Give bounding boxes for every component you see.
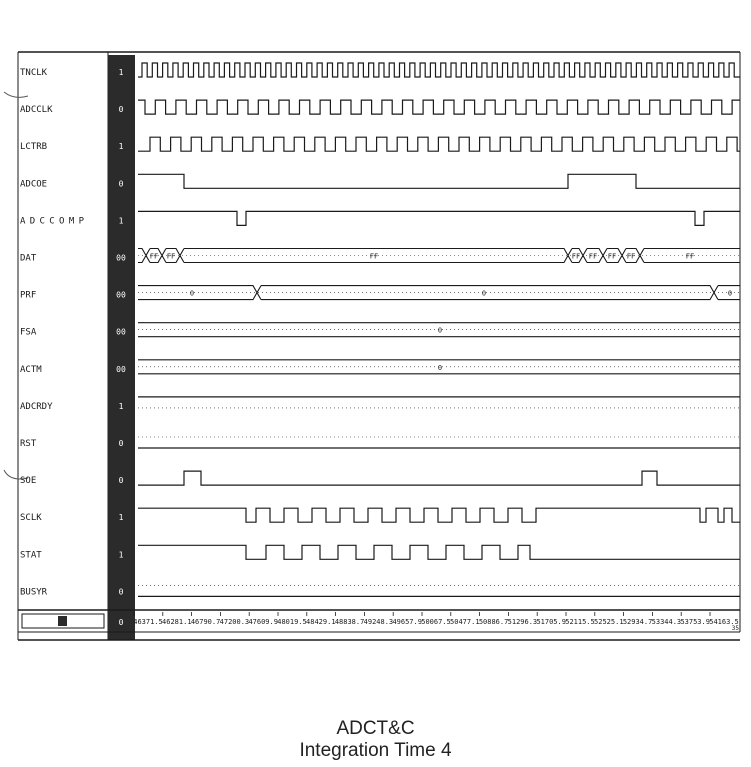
axis-tick-label: 49657.9 (392, 618, 422, 626)
cursor-value: 0 (118, 618, 124, 627)
signal-name[interactable]: ADCRDY (20, 401, 53, 412)
signal-value: 00 (116, 253, 126, 263)
axis-tick-label: 46281.1 (162, 618, 192, 626)
bus-value-label: FF (571, 252, 581, 261)
wave-adcclk (138, 100, 740, 114)
bus-value-label: 0 (437, 363, 443, 372)
axis-tick-label: 47609.9 (248, 618, 278, 626)
signal-name[interactable]: FSA (20, 327, 37, 338)
signal-name[interactable]: TNCLK (20, 68, 48, 78)
wave-adcoe (138, 174, 740, 188)
signal-value: 0 (118, 179, 124, 189)
bus-value-label: FF (588, 252, 598, 261)
signal-value: 1 (118, 142, 124, 152)
bus-value-label: FF (369, 252, 379, 261)
wave-stat (138, 545, 740, 559)
signal-name[interactable]: ADCCLK (20, 105, 53, 116)
axis-tick-label: 50477.1 (450, 618, 480, 626)
bus-value-label: 0 (727, 289, 733, 298)
axis-tick-label: 52525.1 (594, 618, 624, 626)
signal-value: 00 (116, 327, 126, 337)
axis-tick-label: 50067.5 (421, 618, 451, 626)
signal-name[interactable]: RST (20, 439, 37, 449)
signal-name[interactable]: BUSYR (20, 587, 48, 598)
wave-soe (138, 471, 740, 485)
signal-name[interactable]: SCLK (20, 513, 42, 524)
axis-tick-label: 48019.5 (277, 618, 307, 626)
bus-value-label: FF (685, 252, 695, 261)
signal-value: 00 (116, 290, 126, 300)
signal-value: 0 (118, 476, 124, 486)
signal-name[interactable]: DAT (20, 253, 37, 264)
axis-tick-label: 51296.3 (507, 618, 538, 626)
signal-value: 0 (118, 439, 124, 448)
axis-tick-label: 54163.5 (709, 618, 739, 626)
signal-value: 0 (118, 587, 124, 597)
axis-tick-label: 53753.9 (680, 618, 710, 626)
signal-name[interactable]: ACTM (20, 364, 42, 375)
cursor-marker (58, 616, 67, 626)
axis-tick-label: 53344.3 (651, 618, 682, 626)
signal-name[interactable]: STAT (20, 550, 42, 561)
bus-value-label: FF (149, 252, 159, 261)
axis-tick-label: 50886.7 (478, 618, 509, 626)
wave-adccomp (138, 211, 740, 225)
axis-tick-label: 48838.7 (334, 618, 365, 626)
bus-value-label: FF (607, 252, 617, 261)
signal-value: 1 (118, 216, 124, 226)
axis-tick-label: 49248.3 (363, 618, 394, 626)
wave-lctrb (138, 137, 740, 151)
axis-tick-label: 51705.9 (536, 618, 566, 626)
signal-value: 1 (118, 68, 124, 77)
signal-name[interactable]: LCTRB (20, 142, 48, 153)
bus-value-label: FF (166, 252, 176, 261)
axis-tick-label: 52934.7 (622, 618, 653, 626)
axis-tick-label: 47200.3 (219, 618, 250, 626)
binder-hole-top (4, 92, 28, 97)
signal-value: 0 (118, 105, 124, 115)
wave-sclk (138, 508, 740, 522)
axis-tick-label: 48429.1 (306, 618, 336, 626)
signal-value: 1 (118, 401, 124, 411)
signal-name[interactable]: PRF (20, 290, 37, 301)
signal-value: 1 (118, 513, 124, 523)
wave-tnclk (138, 63, 740, 77)
bus-value-label: 0 (189, 289, 195, 298)
axis-tick-label: 46371.5 (133, 618, 163, 626)
axis-tick-label: 46790.7 (190, 618, 221, 626)
signal-name[interactable]: SOE (20, 476, 37, 487)
bus-value-label: 0 (437, 326, 443, 335)
axis-tick-label: 52115.5 (565, 618, 595, 626)
page-number: 35 (731, 625, 739, 632)
bus-value-label: FF (626, 252, 636, 261)
bus-value-label: 0 (481, 289, 487, 298)
signal-name[interactable]: ADCOE (20, 179, 48, 190)
signal-value: 1 (118, 550, 124, 560)
caption-subtitle: Integration Time 4 (299, 740, 452, 761)
signal-value: 00 (116, 364, 126, 374)
caption-title: ADCT&C (336, 718, 415, 739)
signal-name[interactable]: ADCCOMP (20, 216, 84, 227)
